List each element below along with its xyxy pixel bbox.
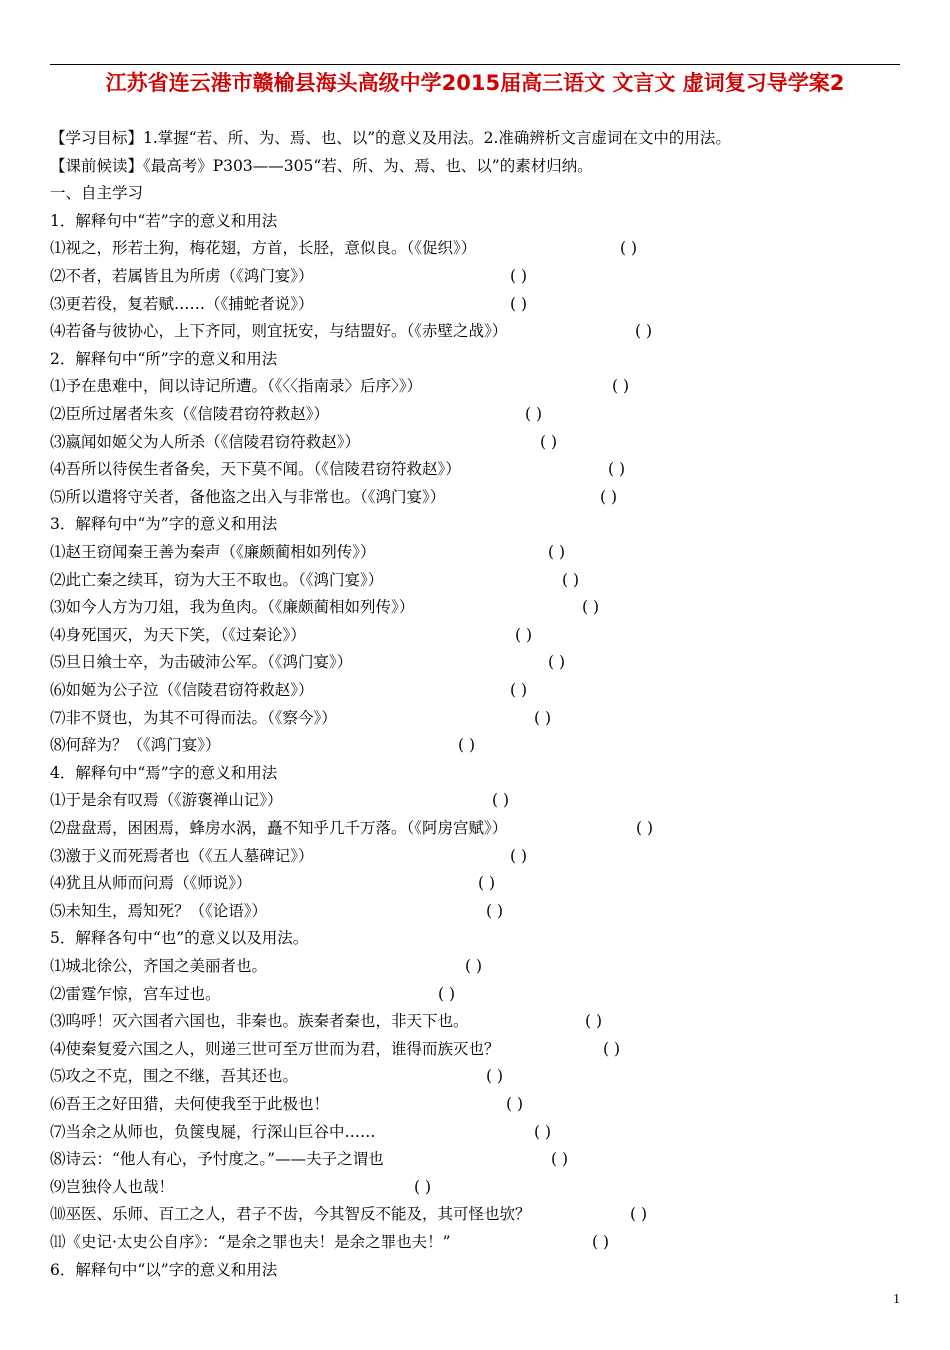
question-item-text: ⑻何辞为？（《鸿门宴》） bbox=[50, 736, 221, 755]
question-item bbox=[50, 292, 314, 316]
question-item-text: ⑹吾王之好田猎，夫何使我至于此极也！ bbox=[50, 1095, 330, 1113]
question-item-text: ⑷使秦复爱六国之人，则递三世可至万世而为君，谁得而族灭也？ bbox=[50, 1039, 500, 1058]
question-item bbox=[50, 788, 283, 812]
question-item bbox=[50, 319, 507, 343]
answer-blank[interactable]: ( ) bbox=[515, 625, 533, 644]
question-item-text: ⑸攻之不克，围之不继，吾其还也。 bbox=[50, 1067, 299, 1086]
question-item bbox=[50, 1202, 531, 1226]
learning-goal-text: 【学习目标】1.掌握“若、所、为、焉、也、以”的意义及用法。2.准确辨析文言虚词在文中的用法。 bbox=[50, 129, 731, 147]
answer-blank[interactable]: ( ) bbox=[620, 239, 638, 258]
question-heading bbox=[50, 926, 308, 950]
answer-blank[interactable]: ( ) bbox=[608, 460, 626, 479]
answer-blank[interactable]: ( ) bbox=[603, 1039, 621, 1058]
question-item-text: ⑵不者，若属皆且为所虏（《鸿门宴》） bbox=[50, 267, 314, 285]
question-item-text: ⑵臣所过屠者朱亥（《信陵君窃符救赵》） bbox=[50, 405, 330, 423]
question-item bbox=[50, 623, 306, 647]
question-item-text: ⑷若备与彼协心，上下齐同，则宜抚安，与结盟好。（《赤壁之战》） bbox=[50, 322, 508, 341]
question-item bbox=[50, 1064, 298, 1088]
question-item bbox=[50, 568, 383, 592]
question-item bbox=[50, 844, 314, 868]
question-item bbox=[50, 540, 376, 564]
question-item-text: ⑴予在患难中，间以诗记所遭。（《〈〈指南录〉后序〉》） bbox=[50, 377, 423, 396]
answer-blank[interactable]: ( ) bbox=[458, 736, 476, 755]
question-item bbox=[50, 733, 221, 757]
answer-blank[interactable]: ( ) bbox=[582, 598, 600, 617]
question-item-text: ⑷吾所以待侯生者备矣，天下莫不闻。（《信陵君窃符救赵》） bbox=[50, 460, 461, 479]
answer-blank[interactable]: ( ) bbox=[525, 405, 543, 423]
preview-task-text: 【课前候读】《最高考》P303——305“若、所、为、焉、也、以”的素材归纳。 bbox=[50, 156, 593, 175]
question-item bbox=[50, 678, 314, 702]
question-item bbox=[50, 430, 360, 454]
answer-blank[interactable]: ( ) bbox=[510, 267, 528, 285]
question-item-text: ⑼岂独伶人也哉！ bbox=[50, 1177, 175, 1196]
answer-blank[interactable]: ( ) bbox=[506, 1095, 524, 1113]
question-item-text: ⑵盘盘焉，困困焉，蜂房水涡，矗不知乎几千万落。（《阿房宫赋》） bbox=[50, 819, 508, 837]
answer-blank[interactable]: ( ) bbox=[551, 1150, 569, 1169]
question-item bbox=[50, 1037, 500, 1061]
answer-blank[interactable]: ( ) bbox=[438, 984, 456, 1003]
question-item bbox=[50, 982, 221, 1006]
answer-blank[interactable]: ( ) bbox=[534, 1122, 552, 1141]
answer-blank[interactable]: ( ) bbox=[486, 901, 504, 920]
question-item bbox=[50, 1230, 451, 1254]
question-item bbox=[50, 236, 476, 260]
question-item bbox=[50, 402, 329, 426]
answer-blank[interactable]: ( ) bbox=[585, 1012, 603, 1031]
question-item-text: ⑺非不贤也，为其不可得而法。（《察今》） bbox=[50, 708, 337, 727]
answer-blank[interactable]: ( ) bbox=[510, 294, 528, 313]
answer-blank[interactable]: ( ) bbox=[600, 487, 618, 506]
question-item-text: ⑶嬴闻如姬父为人所杀（《信陵君窃符救赵》） bbox=[50, 432, 361, 451]
header-rule bbox=[50, 64, 900, 65]
question-item bbox=[50, 1147, 384, 1171]
question-item-text: ⑶激于义而死焉者也（《五人墓碑记》） bbox=[50, 846, 314, 865]
question-item bbox=[50, 706, 337, 730]
answer-blank[interactable]: ( ) bbox=[534, 708, 552, 727]
question-heading-text: 2．解释句中“所”字的意义和用法 bbox=[50, 349, 278, 368]
answer-blank[interactable]: ( ) bbox=[510, 681, 528, 699]
answer-blank[interactable]: ( ) bbox=[414, 1177, 432, 1196]
question-item-text: ⑶如今人方为刀俎，我为鱼肉。（《廉颇蔺相如列传》） bbox=[50, 598, 415, 617]
question-heading bbox=[50, 761, 277, 785]
question-heading-text: 4．解释句中“焉”字的意义和用法 bbox=[50, 763, 278, 782]
question-item-text: ⑴城北徐公，齐国之美丽者也。 bbox=[50, 957, 268, 975]
answer-blank[interactable]: ( ) bbox=[540, 432, 558, 451]
question-item bbox=[50, 485, 445, 509]
answer-blank[interactable]: ( ) bbox=[630, 1205, 648, 1224]
section-heading-text: 一、自主学习 bbox=[50, 184, 144, 203]
question-item bbox=[50, 374, 422, 398]
question-item-text: ⑴视之，形若土狗，梅花翅，方首，长胫，意似良。（《促织》） bbox=[50, 239, 477, 258]
answer-blank[interactable]: ( ) bbox=[635, 322, 653, 341]
answer-blank[interactable]: ( ) bbox=[636, 819, 654, 837]
question-heading bbox=[50, 209, 277, 233]
question-item-text: ⑾《史记·太史公自序》：“是余之罪也夫！是余之罪也夫！” bbox=[50, 1233, 451, 1251]
question-item-text: ⑶呜呼！灭六国者六国也，非秦也。族秦者秦也，非天下也。 bbox=[50, 1012, 469, 1031]
preview-task bbox=[50, 154, 593, 178]
question-item-text: ⑸所以遣将守关者，备他盗之出入与非常也。（《鸿门宴》） bbox=[50, 487, 446, 506]
question-item bbox=[50, 457, 461, 481]
question-item bbox=[50, 871, 252, 895]
answer-blank[interactable]: ( ) bbox=[465, 957, 483, 975]
question-item bbox=[50, 816, 507, 840]
answer-blank[interactable]: ( ) bbox=[548, 653, 566, 672]
question-heading-text: 5．解释各句中“也”的意义以及用法。 bbox=[50, 929, 309, 948]
answer-blank[interactable]: ( ) bbox=[612, 377, 630, 396]
question-item-text: ⑺当余之从师也，负箧曳屣，行深山巨谷中…… bbox=[50, 1122, 376, 1141]
question-item-text: ⑷身死国灭，为天下笑，（《过秦论》） bbox=[50, 625, 306, 644]
question-item-text: ⑸旦日飨士卒，为击破沛公军。（《鸿门宴》） bbox=[50, 653, 353, 672]
answer-blank[interactable]: ( ) bbox=[510, 846, 528, 865]
answer-blank[interactable]: ( ) bbox=[592, 1233, 610, 1251]
question-item bbox=[50, 1009, 469, 1033]
question-heading-text: 1．解释句中“若”字的意义和用法 bbox=[50, 211, 278, 230]
question-item bbox=[50, 1092, 329, 1116]
question-item-text: ⑽巫医、乐师、百工之人，君子不齿，今其智反不能及，其可怪也欤？ bbox=[50, 1205, 531, 1224]
question-item-text: ⑵雷霆乍惊，宫车过也。 bbox=[50, 984, 221, 1003]
document-title: 江苏省连云港市赣榆县海头高级中学2015届高三语文 文言文 虚词复习导学案2 bbox=[105, 71, 845, 95]
question-heading-text: 3．解释句中“为”字的意义和用法 bbox=[50, 515, 278, 534]
answer-blank[interactable]: ( ) bbox=[562, 570, 580, 589]
question-heading bbox=[50, 347, 277, 371]
question-item bbox=[50, 264, 314, 288]
question-heading bbox=[50, 1258, 277, 1282]
question-heading-text: 6．解释句中“以”字的意义和用法 bbox=[50, 1260, 278, 1279]
answer-blank[interactable]: ( ) bbox=[548, 543, 566, 561]
question-item bbox=[50, 954, 267, 978]
question-item bbox=[50, 595, 414, 619]
question-item-text: ⑶更若役，复若赋……（《捕蛇者说》） bbox=[50, 294, 314, 313]
learning-goal bbox=[50, 126, 731, 150]
answer-blank[interactable]: ( ) bbox=[486, 1067, 504, 1086]
section-heading bbox=[50, 181, 143, 205]
question-item-text: ⑸未知生，焉知死？（《论语》） bbox=[50, 901, 268, 920]
question-item bbox=[50, 650, 352, 674]
question-item-text: ⑴于是余有叹焉（《游褒禅山记》） bbox=[50, 791, 283, 810]
question-item bbox=[50, 1120, 376, 1144]
question-item bbox=[50, 1175, 174, 1199]
answer-blank[interactable]: ( ) bbox=[492, 791, 510, 810]
question-item-text: ⑷犹且从师而问焉（《师说》） bbox=[50, 874, 252, 893]
page-number: 1 bbox=[893, 1292, 900, 1307]
question-item-text: ⑻诗云：“他人有心，予忖度之。”——夫子之谓也 bbox=[50, 1150, 384, 1169]
question-item-text: ⑴赵王窃闻秦王善为秦声（《廉颇蔺相如列传》） bbox=[50, 543, 376, 561]
question-heading bbox=[50, 512, 277, 536]
question-item-text: ⑹如姬为公子泣（《信陵君窃符救赵》） bbox=[50, 681, 314, 699]
answer-blank[interactable]: ( ) bbox=[478, 874, 496, 893]
question-item-text: ⑵此亡秦之续耳，窃为大王不取也。（《鸿门宴》） bbox=[50, 570, 384, 589]
question-item bbox=[50, 899, 267, 923]
